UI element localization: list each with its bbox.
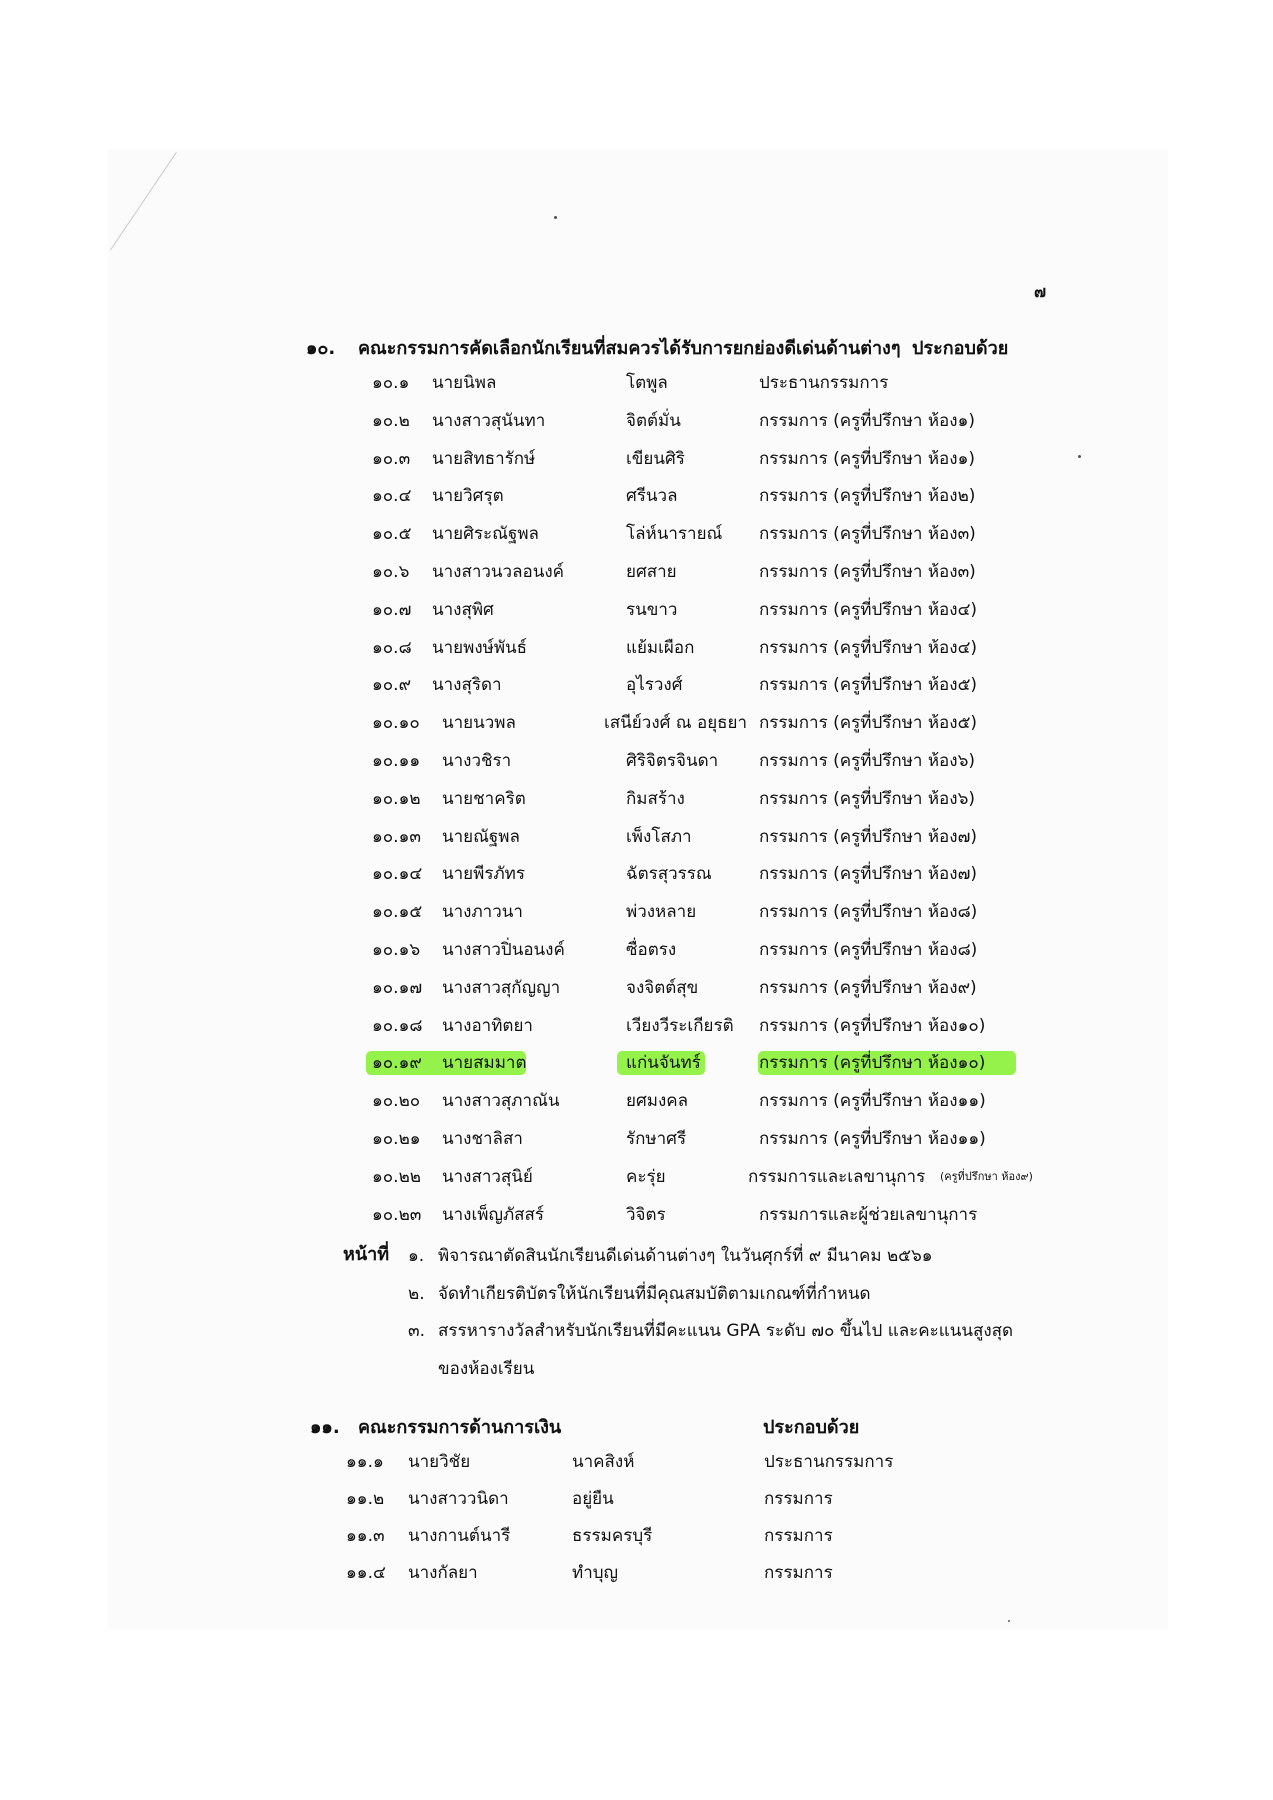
section-number: ๑๐. (306, 338, 336, 359)
member-number: ๑๑.๔ (346, 1563, 386, 1583)
member-surname: เพ็งโสภา (626, 826, 692, 847)
scan-speck (554, 216, 557, 219)
member-name: นายนิพล (432, 373, 497, 393)
member-surname: รักษาศรี (626, 1129, 687, 1149)
member-name: นางสาวปิ่นอนงค์ (442, 940, 565, 960)
member-name: นายชาคริต (442, 788, 526, 809)
member-number: ๑๐.๒๐ (372, 1091, 421, 1112)
section-number: ๑๑. (310, 1417, 340, 1438)
member-role: กรรมการ (ครูที่ปรึกษา ห้อง๘) (759, 940, 978, 960)
committee-member-row (346, 1445, 946, 1479)
section-title: คณะกรรมการคัดเลือกนักเรียนที่สมควรได้รับการยกย่องดีเด่นด้านต่างๆ (358, 338, 901, 359)
member-surname: โล่ห์นารายณ์ (626, 524, 723, 545)
committee-member-row (372, 1122, 1072, 1156)
member-role: กรรมการ (ครูที่ปรึกษา ห้อง๕) (759, 675, 978, 696)
member-number: ๑๐.๑๑ (372, 751, 421, 771)
member-name: นายพีรภัทร (442, 864, 526, 885)
member-surname: ซื่อตรง (626, 940, 677, 960)
member-role: กรรมการ (764, 1526, 833, 1546)
member-name: นางกานต์นารี (408, 1526, 511, 1546)
member-number: ๑๐.๗ (372, 599, 412, 620)
member-surname: รนขาว (626, 599, 678, 620)
member-surname: แก่นจันทร์ (626, 1053, 701, 1074)
member-number: ๑๐.๖ (372, 562, 410, 582)
member-name: นางเพ็ญภัสสร์ (442, 1204, 545, 1225)
member-surname: ทำบุญ (572, 1563, 619, 1583)
committee-member-row (372, 1160, 1072, 1194)
member-number: ๑๐.๒๑ (372, 1129, 421, 1149)
member-number: ๑๐.๙ (372, 675, 412, 696)
committee-member-row (372, 857, 1072, 891)
member-number: ๑๑.๓ (346, 1526, 385, 1546)
member-role: กรรมการ (764, 1563, 833, 1583)
member-role: กรรมการ (764, 1489, 833, 1509)
member-surname: เสนีย์วงศ์ ณ อยุธยา (604, 713, 748, 734)
member-name: นางภาวนา (442, 902, 523, 923)
member-number: ๑๐.๓ (372, 448, 411, 469)
member-number: ๑๐.๑๐ (372, 713, 420, 734)
committee-member-row (372, 555, 1072, 589)
committee-member-row (372, 895, 1072, 929)
member-surname: เวียงวีระเกียรติ (626, 1015, 734, 1036)
member-name: นางสาวนวลอนงค์ (432, 562, 565, 582)
member-name: นางสุพิศ (432, 599, 494, 620)
member-surname: ยศสาย (626, 562, 677, 582)
member-name: นายวิชัย (408, 1452, 471, 1472)
member-number: ๑๐.๕ (372, 524, 412, 545)
member-number: ๑๐.๑๒ (372, 788, 421, 809)
member-role: กรรมการ (ครูที่ปรึกษา ห้อง๑) (759, 448, 975, 469)
committee-member-row (346, 1556, 946, 1590)
member-name: นางวชิรา (442, 751, 512, 771)
member-role: กรรมการ (ครูที่ปรึกษา ห้อง๑๐) (759, 1053, 986, 1074)
duty-number: ๑. (408, 1246, 425, 1266)
committee-member-row (372, 820, 1072, 854)
duty-text: สรรหารางวัลสำหรับนักเรียนที่มีคะแนน GPA ระดับ ๗๐ ขึ้นไป และคะแนนสูงสุด (438, 1321, 1014, 1341)
member-number: ๑๐.๑๘ (372, 1015, 423, 1036)
committee-member-row (372, 782, 1072, 816)
member-name: นายสมมาต (442, 1053, 527, 1074)
member-role: กรรมการ (ครูที่ปรึกษา ห้อง๓) (759, 524, 976, 545)
member-surname: ศรีนวล (626, 486, 678, 507)
member-role-note: (ครูที่ปรึกษา ห้อง๙) (940, 1169, 1033, 1183)
member-surname: โตพูล (626, 373, 668, 393)
committee-member-row (372, 442, 1072, 476)
member-surname: กิมสร้าง (626, 788, 685, 809)
member-role: กรรมการ (ครูที่ปรึกษา ห้อง๗) (759, 826, 977, 847)
member-number: ๑๐.๑๓ (372, 826, 421, 847)
section-composed-of: ประกอบด้วย (912, 338, 1009, 359)
member-name: นายนวพล (442, 713, 516, 734)
member-name: นายวิศรุต (432, 486, 504, 507)
member-role: กรรมการ (ครูที่ปรึกษา ห้อง๖) (759, 751, 975, 771)
duty-number: ๒. (408, 1283, 425, 1304)
member-role: กรรมการ (ครูที่ปรึกษา ห้อง๙) (759, 977, 977, 998)
committee-member-row (372, 1084, 1072, 1118)
member-surname: จิตต์มั่น (626, 410, 681, 431)
member-role: กรรมการ (ครูที่ปรึกษา ห้อง๑) (759, 410, 975, 431)
committee-member-row (372, 1046, 1072, 1080)
member-surname: จงจิตต์สุข (626, 977, 699, 998)
section-title: คณะกรรมการด้านการเงิน (358, 1417, 562, 1438)
committee-member-row (372, 668, 1072, 702)
member-name: นางสาวสุกัญญา (442, 977, 561, 998)
committee-member-row (372, 744, 1072, 778)
committee-member-row (372, 1198, 1072, 1232)
member-name: นางสุริดา (432, 675, 502, 696)
member-number: ๑๑.๒ (346, 1489, 385, 1509)
member-surname: พ่วงหลาย (626, 902, 697, 923)
committee-member-row (372, 479, 1072, 513)
member-name: นางสาวสุนิย์ (442, 1166, 533, 1187)
member-name: นางสาววนิดา (408, 1489, 509, 1509)
member-number: ๑๐.๒๒ (372, 1166, 421, 1187)
member-number: ๑๐.๒ (372, 410, 410, 431)
committee-member-row (372, 517, 1072, 551)
committee-member-row (372, 1009, 1072, 1043)
member-role: กรรมการ (ครูที่ปรึกษา ห้อง๑๐) (759, 1015, 986, 1036)
member-surname: แย้มเผือก (626, 637, 695, 658)
member-surname: นาคสิงห์ (572, 1452, 635, 1472)
member-role: กรรมการ (ครูที่ปรึกษา ห้อง๓) (759, 562, 976, 582)
member-surname: เขียนศิริ (626, 448, 685, 469)
duty-text: ของห้องเรียน (438, 1358, 535, 1379)
member-name: นายณัฐพล (442, 826, 520, 847)
duty-text: พิจารณาตัดสินนักเรียนดีเด่นด้านต่างๆ ในวันศุกร์ที่ ๙ มีนาคม ๒๕๖๑ (438, 1246, 933, 1266)
member-number: ๑๑.๑ (346, 1452, 384, 1472)
member-surname: ศิริจิตรจินดา (626, 751, 719, 771)
committee-member-row (372, 706, 1072, 740)
member-surname: อยู่ยืน (572, 1489, 614, 1509)
member-surname: อุไรวงศ์ (626, 675, 683, 696)
section-composed-of: ประกอบด้วย (763, 1417, 860, 1438)
member-surname: ธรรมครบุรี (572, 1526, 653, 1546)
member-number: ๑๐.๑๗ (372, 977, 423, 998)
member-number: ๑๐.๘ (372, 637, 412, 658)
member-role: กรรมการ (ครูที่ปรึกษา ห้อง๑๑) (759, 1091, 986, 1112)
member-role: กรรมการ (ครูที่ปรึกษา ห้อง๔) (759, 599, 978, 620)
member-name: นางชาลิสา (442, 1129, 523, 1149)
member-role: กรรมการ (ครูที่ปรึกษา ห้อง๖) (759, 788, 975, 809)
member-role: กรรมการ (ครูที่ปรึกษา ห้อง๑๑) (759, 1129, 986, 1149)
scan-speck (1078, 455, 1081, 458)
member-number: ๑๐.๔ (372, 486, 412, 507)
member-name: นางกัลยา (408, 1563, 478, 1583)
member-name: นายพงษ์พันธ์ (432, 637, 528, 658)
duty-number: ๓. (408, 1321, 426, 1341)
member-number: ๑๐.๒๓ (372, 1204, 422, 1225)
member-number: ๑๐.๑๙ (372, 1053, 422, 1074)
member-number: ๑๐.๑๖ (372, 940, 421, 960)
member-role: กรรมการ (ครูที่ปรึกษา ห้อง๔) (759, 637, 978, 658)
member-role: กรรมการและเลขานุการ (748, 1166, 926, 1187)
member-role: กรรมการ (ครูที่ปรึกษา ห้อง๒) (759, 486, 976, 507)
page-number: ๗ (1034, 282, 1047, 301)
member-role: กรรมการ (ครูที่ปรึกษา ห้อง๘) (759, 902, 978, 923)
committee-member-row (372, 366, 1072, 400)
member-number: ๑๐.๑๕ (372, 902, 423, 923)
member-surname: ฉัตรสุวรรณ (626, 864, 712, 885)
member-role: กรรมการ (ครูที่ปรึกษา ห้อง๕) (759, 713, 978, 734)
scan-speck (1008, 1620, 1010, 1622)
duty-text: จัดทำเกียรติบัตรให้นักเรียนที่มีคุณสมบัติตามเกณฑ์ที่กำหนด (438, 1283, 871, 1304)
committee-member-row (346, 1482, 946, 1516)
committee-member-row (372, 404, 1072, 438)
member-role: กรรมการ (ครูที่ปรึกษา ห้อง๗) (759, 864, 977, 885)
member-name: นางสาวสุภาณัน (442, 1091, 560, 1112)
member-name: นายสิทธารักษ์ (432, 448, 536, 469)
committee-member-row (372, 593, 1072, 627)
member-surname: วิจิตร (626, 1204, 666, 1225)
member-number: ๑๐.๑๔ (372, 864, 423, 885)
duties-label: หน้าที่ (343, 1244, 390, 1265)
member-role: ประธานกรรมการ (759, 373, 889, 393)
committee-member-row (372, 971, 1072, 1005)
member-role: กรรมการและผู้ช่วยเลขานุการ (759, 1204, 978, 1225)
member-name: นางสาวสุนันทา (432, 410, 546, 431)
member-name: นายศิระณัฐพล (432, 524, 539, 545)
committee-member-row (346, 1519, 946, 1553)
committee-member-row (372, 933, 1072, 967)
member-surname: ยศมงคล (626, 1091, 689, 1112)
member-name: นางอาทิตยา (442, 1015, 533, 1036)
member-number: ๑๐.๑ (372, 373, 410, 393)
member-role: ประธานกรรมการ (764, 1452, 894, 1472)
member-surname: คะรุ่ย (626, 1166, 666, 1187)
committee-member-row (372, 631, 1072, 665)
